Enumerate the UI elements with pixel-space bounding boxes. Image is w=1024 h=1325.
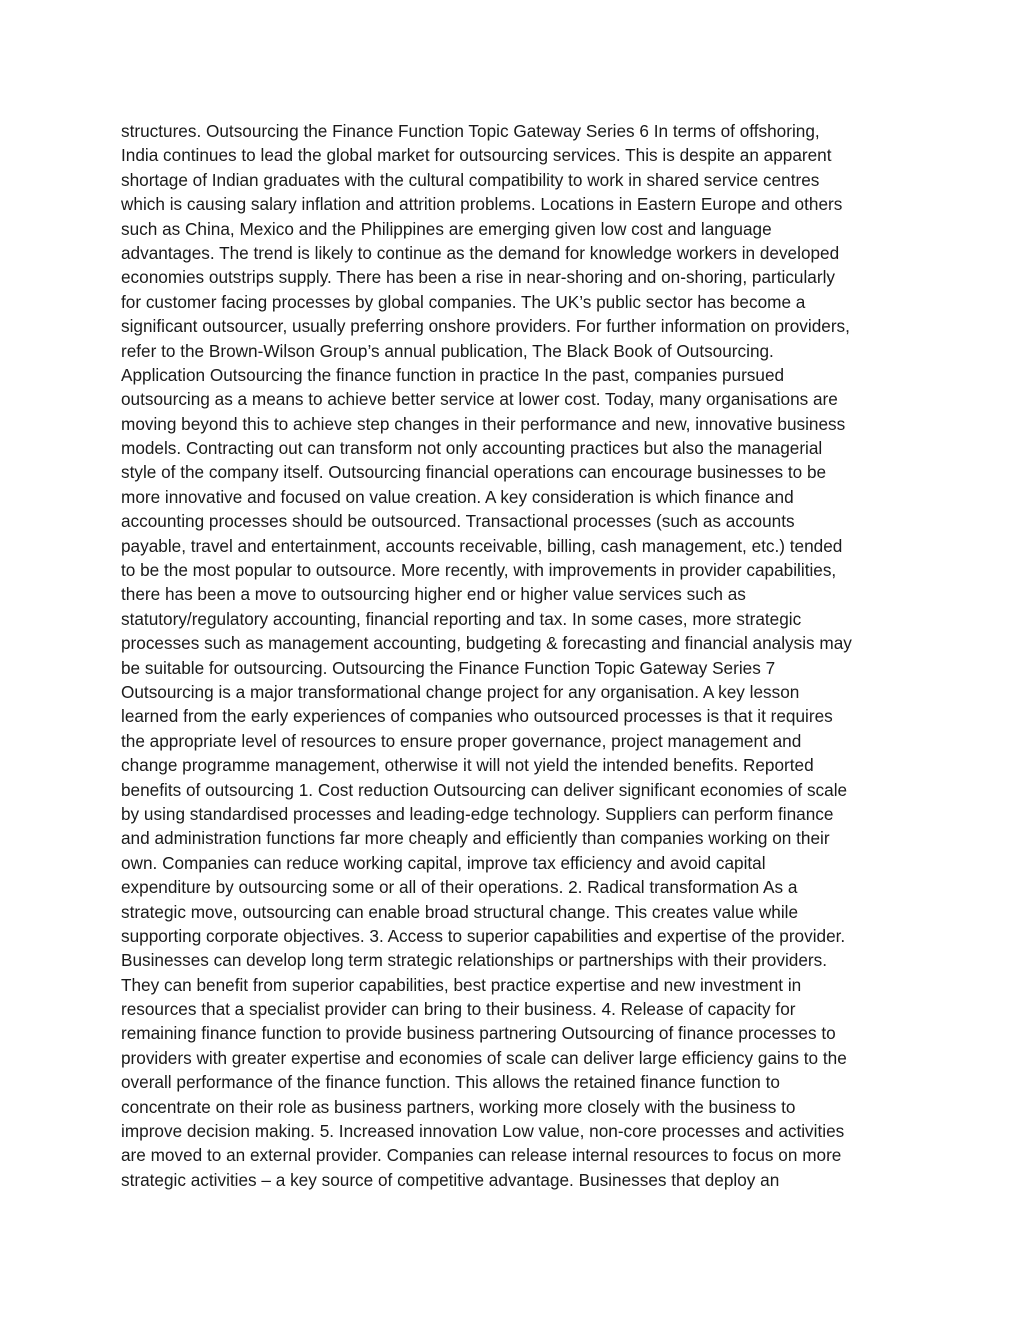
body-text xyxy=(121,119,921,1192)
text-line: economies outstrips supply. There has been a rise in near-shoring and on-shoring, particularly xyxy=(121,267,835,288)
text-line: to be the most popular to outsource. More recently, with improvements in provider capabilities, xyxy=(121,560,837,581)
text-line: which is causing salary inflation and attrition problems. Locations in Eastern Europe and others xyxy=(121,194,843,215)
text-line: supporting corporate objectives. 3. Access to superior capabilities and expertise of the provider. xyxy=(121,925,846,946)
text-line: payable, travel and entertainment, accounts receivable, billing, cash management, etc.) tended xyxy=(121,535,843,556)
text-line: benefits of outsourcing 1. Cost reduction Outsourcing can deliver significant economies of scale xyxy=(121,779,848,800)
text-line: there has been a move to outsourcing higher end or higher value services such as xyxy=(121,584,746,605)
text-line: resources that a specialist provider can bring to their business. 4. Release of capacity for xyxy=(121,999,796,1020)
text-line: the appropriate level of resources to ensure proper governance, project management and xyxy=(121,730,802,751)
text-line: Application Outsourcing the finance function in practice In the past, companies pursued xyxy=(121,364,785,385)
text-line: India continues to lead the global market for outsourcing services. This is despite an apparent xyxy=(121,145,832,166)
text-line: refer to the Brown-Wilson Group’s annual publication, The Black Book of Outsourcing. xyxy=(121,340,774,361)
text-line: Outsourcing is a major transformational change project for any organisation. A key lesson xyxy=(121,681,800,702)
text-line: Businesses can develop long term strategic relationships or partnerships with their providers. xyxy=(121,950,827,971)
text-line: models. Contracting out can transform not only accounting practices but also the managerial xyxy=(121,438,823,459)
text-line: learned from the early experiences of companies who outsourced processes is that it requires xyxy=(121,706,833,727)
text-line: processes such as management accounting, budgeting & forecasting and financial analysis may xyxy=(121,633,852,654)
text-line: improve decision making. 5. Increased innovation Low value, non-core processes and activities xyxy=(121,1121,845,1142)
text-line: expenditure by outsourcing some or all of their operations. 2. Radical transformation As a xyxy=(121,877,798,898)
text-line: statutory/regulatory accounting, financial reporting and tax. In some cases, more strategic xyxy=(121,608,802,629)
text-line: strategic activities – a key source of competitive advantage. Businesses that deploy an xyxy=(121,1169,780,1190)
text-line: own. Companies can reduce working capital, improve tax efficiency and avoid capital xyxy=(121,852,766,873)
text-line: structures. Outsourcing the Finance Function Topic Gateway Series 6 In terms of offshoring, xyxy=(121,121,820,141)
text-line: by using standardised processes and leading-edge technology. Suppliers can perform finance xyxy=(121,803,834,824)
text-line: overall performance of the finance function. This allows the retained finance function to xyxy=(121,1072,780,1093)
text-line: be suitable for outsourcing. Outsourcing the Finance Function Topic Gateway Series 7 xyxy=(121,657,776,678)
text-line: style of the company itself. Outsourcing financial operations can encourage businesses to be xyxy=(121,462,827,483)
text-line: accounting processes should be outsourced. Transactional processes (such as accounts xyxy=(121,511,795,532)
text-line: providers with greater expertise and economies of scale can deliver large efficiency gains to the xyxy=(121,1047,847,1068)
text-line: strategic move, outsourcing can enable broad structural change. This creates value while xyxy=(121,901,799,922)
text-line: for customer facing processes by global companies. The UK’s public sector has become a xyxy=(121,291,806,312)
text-line: They can benefit from superior capabilities, best practice expertise and new investment in xyxy=(121,974,802,995)
text-line: are moved to an external provider. Companies can release internal resources to focus on more xyxy=(121,1145,842,1166)
text-line: more innovative and focused on value creation. A key consideration is which finance and xyxy=(121,486,794,507)
text-line: and administration functions far more cheaply and efficiently than companies working on their xyxy=(121,828,830,849)
text-line: shortage of Indian graduates with the cultural compatibility to work in shared service centres xyxy=(121,169,820,190)
text-line: moving beyond this to achieve step changes in their performance and new, innovative business xyxy=(121,413,846,434)
text-line: change programme management, otherwise it will not yield the intended benefits. Reported xyxy=(121,755,814,776)
text-line: remaining finance function to provide business partnering Outsourcing of finance processes to xyxy=(121,1023,836,1044)
text-line: such as China, Mexico and the Philippines are emerging given low cost and language xyxy=(121,218,772,239)
text-line: advantages. The trend is likely to continue as the demand for knowledge workers in developed xyxy=(121,242,840,263)
text-line: significant outsourcer, usually preferring onshore providers. For further information on providers, xyxy=(121,316,850,337)
text-line: concentrate on their role as business partners, working more closely with the business to xyxy=(121,1096,796,1117)
text-line: outsourcing as a means to achieve better service at lower cost. Today, many organisations are xyxy=(121,389,838,410)
